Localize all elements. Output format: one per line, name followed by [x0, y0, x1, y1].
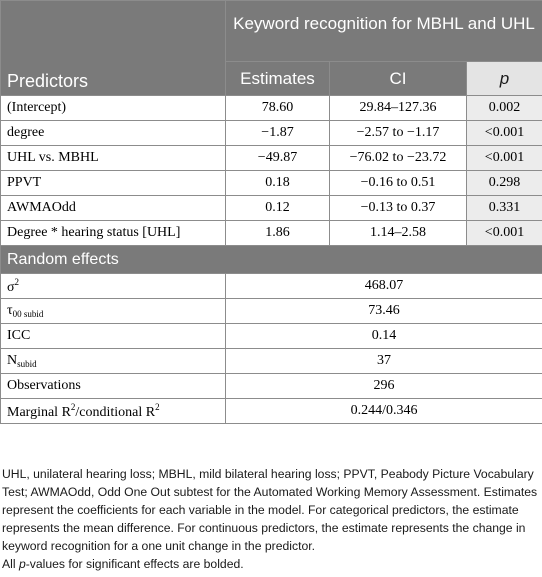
r2-marginal-text: Marginal R: [7, 404, 71, 420]
table-row: [1, 274, 542, 299]
ci-header: CI: [330, 62, 467, 96]
estimate-value: −49.87: [226, 146, 330, 171]
estimate-value: 0.18: [226, 171, 330, 196]
sigma-symbol: σ: [7, 279, 15, 295]
r2-marginal-superscript: 2: [70, 401, 76, 412]
icc-value: 0.14: [226, 324, 542, 349]
tau-symbol: τ: [7, 303, 13, 318]
tau-label: [1, 299, 226, 324]
estimate-value: 78.60: [226, 96, 330, 121]
footnote-abbreviations: UHL, unilateral hearing loss; MBHL, mild bilateral hearing loss; PPVT, Peabody Picture Vocabulary Test; AWMAOdd, Odd One Out subtest for the Automated Working Memory Assessment. Estimates represent the coefficients for each variable in the model. For categorical predictors, the estimate represents the mean difference. For continuous predictors, the estimate represents the change in keyword recognition for a one unit change in the predictor.: [2, 467, 538, 553]
table-row: [1, 324, 542, 349]
group-title-header: Keyword recognition for MBHL and UHL: [226, 1, 542, 62]
table-row: [1, 196, 542, 221]
sigma-superscript: 2: [14, 276, 20, 287]
icc-label: ICC: [1, 324, 226, 349]
r2-conditional-text: /conditional R: [75, 404, 156, 420]
table-row: [1, 121, 542, 146]
r2-label: [1, 399, 226, 424]
ci-value: 1.14–2.58: [330, 221, 467, 246]
p-value: <0.001: [467, 146, 542, 171]
n-subscript: subid: [17, 359, 37, 369]
header-row-top: [1, 1, 542, 62]
ci-value: 29.84–127.36: [330, 96, 467, 121]
table-row: [1, 171, 542, 196]
table-row: [1, 299, 542, 324]
table-footnote: [2, 465, 540, 573]
predictors-header: Predictors: [1, 1, 226, 96]
p-value: <0.001: [467, 221, 542, 246]
estimate-value: 1.86: [226, 221, 330, 246]
n-label: [1, 349, 226, 374]
observations-value: 296: [226, 374, 542, 399]
sigma-label: [1, 274, 226, 299]
footnote-bold-note-italic: p: [18, 557, 26, 571]
table-row: [1, 221, 542, 246]
footnote-bold-note-prefix: All: [2, 557, 19, 571]
n-value: 37: [226, 349, 542, 374]
random-effects-title: Random effects: [1, 246, 542, 274]
ci-value: −0.16 to 0.51: [330, 171, 467, 196]
r2-value: 0.244/0.346: [226, 399, 542, 424]
p-header: p: [467, 62, 542, 96]
random-effects-header-row: [1, 246, 542, 274]
tau-value: 73.46: [226, 299, 542, 324]
estimates-header: Estimates: [226, 62, 330, 96]
footnote-bold-note: [2, 555, 540, 573]
table-row: [1, 399, 542, 424]
predictor-label: (Intercept): [1, 96, 226, 121]
predictor-label: degree: [1, 121, 226, 146]
tau-subscript: 00 subid: [12, 309, 44, 319]
estimate-value: −1.87: [226, 121, 330, 146]
predictor-label: AWMAOdd: [1, 196, 226, 221]
table-row: [1, 374, 542, 399]
p-value: 0.331: [467, 196, 542, 221]
p-value: 0.298: [467, 171, 542, 196]
predictor-label: PPVT: [1, 171, 226, 196]
p-value: 0.002: [467, 96, 542, 121]
predictor-label: UHL vs. MBHL: [1, 146, 226, 171]
estimate-value: 0.12: [226, 196, 330, 221]
table-row: [1, 146, 542, 171]
n-symbol: N: [7, 353, 18, 368]
ci-value: −0.13 to 0.37: [330, 196, 467, 221]
footnote-bold-note-suffix: -values for significant effects are bolded.: [25, 557, 244, 571]
table-row: [1, 349, 542, 374]
ci-value: −76.02 to −23.72: [330, 146, 467, 171]
sigma-value: 468.07: [226, 274, 542, 299]
ci-value: −2.57 to −1.17: [330, 121, 467, 146]
p-value: <0.001: [467, 121, 542, 146]
predictor-label: Degree * hearing status [UHL]: [1, 221, 226, 246]
r2-conditional-superscript: 2: [155, 401, 160, 412]
observations-label: Observations: [1, 374, 226, 399]
table-row: [1, 96, 542, 121]
